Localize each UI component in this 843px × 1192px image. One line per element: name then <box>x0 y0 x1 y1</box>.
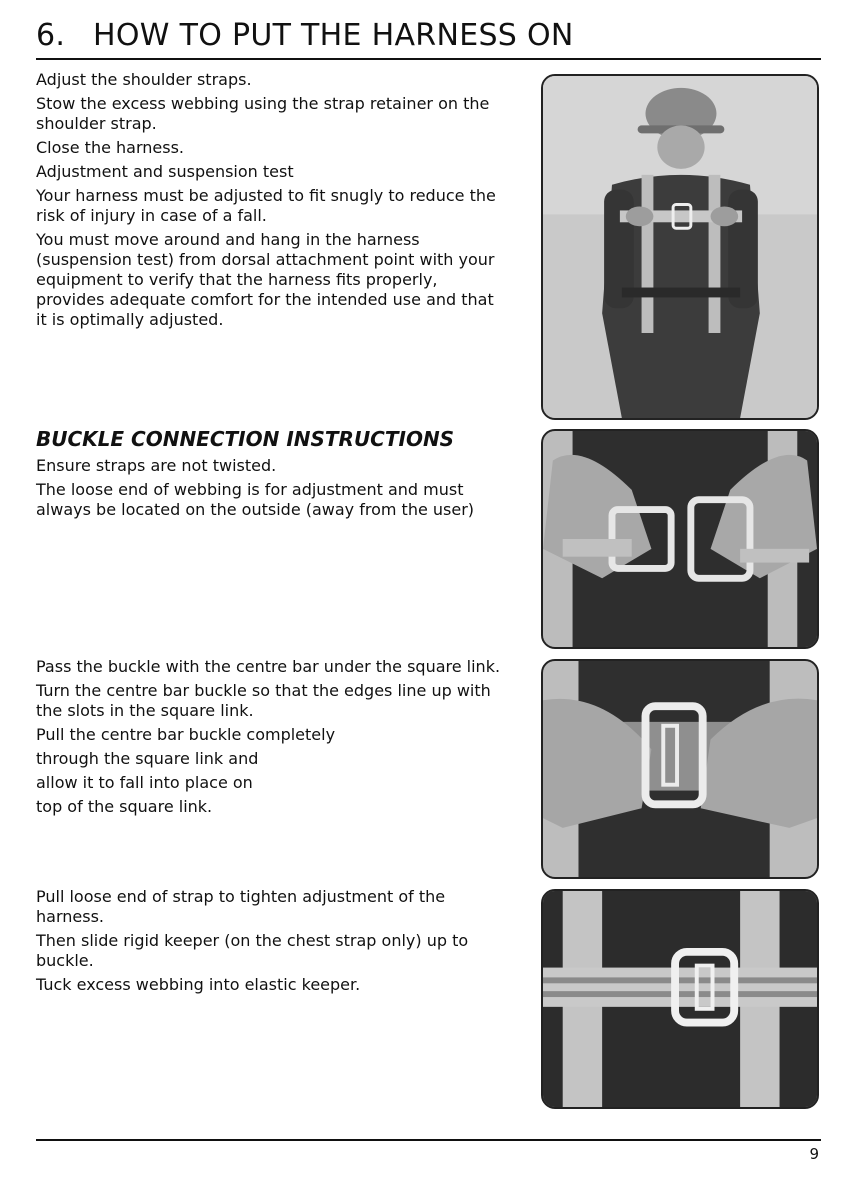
paragraph: Pass the buckle with the centre bar under the square link. <box>36 657 501 676</box>
buckle-threading-photo <box>541 659 819 879</box>
paragraph: Adjustment and suspension test <box>36 162 294 181</box>
buckle-threading-illustration <box>543 661 817 877</box>
paragraph: top of the square link. <box>36 797 213 816</box>
buckle-steps-text <box>36 657 506 821</box>
harness-fitting-text <box>36 70 506 334</box>
buckle-closed-illustration <box>543 891 817 1107</box>
tighten-steps-text <box>36 887 506 999</box>
harness-wearer-photo <box>541 74 819 420</box>
footer-rule <box>36 1139 821 1141</box>
paragraph: Adjust the shoulder straps. <box>36 70 252 89</box>
page-number: 9 <box>809 1145 819 1163</box>
paragraph: Turn the centre bar buckle so that the edges line up with the slots in the square link. <box>36 681 491 720</box>
paragraph: Ensure straps are not twisted. <box>36 456 277 475</box>
section-number: 6. <box>36 18 66 53</box>
harness-wearer-illustration <box>543 76 817 418</box>
page-heading <box>36 16 574 56</box>
paragraph: Tuck excess webbing into elastic keeper. <box>36 975 361 994</box>
paragraph: allow it to fall into place on <box>36 773 253 792</box>
paragraph: Pull the centre bar buckle completely <box>36 725 336 744</box>
paragraph: The loose end of webbing is for adjustment and must always be located on the outside (away from the user) <box>36 480 475 519</box>
paragraph: Pull loose end of strap to tighten adjustment of the harness. <box>36 887 446 926</box>
paragraph: Then slide rigid keeper (on the chest strap only) up to buckle. <box>36 931 469 970</box>
heading-rule <box>36 58 821 60</box>
buckle-alignment-photo <box>541 429 819 649</box>
buckle-closed-photo <box>541 889 819 1109</box>
paragraph: Close the harness. <box>36 138 184 157</box>
paragraph: Stow the excess webbing using the strap retainer on the shoulder strap. <box>36 94 490 133</box>
paragraph: through the square link and <box>36 749 259 768</box>
buckle-intro-text <box>36 456 506 524</box>
section-title: HOW TO PUT THE HARNESS ON <box>93 18 574 53</box>
paragraph: You must move around and hang in the harness (suspension test) from dorsal attachment point with your equipment to verify that the harness fits properly, provides adequate comfort for the intended use and that it is optimally adjusted. <box>36 230 495 329</box>
buckle-hands-illustration <box>543 431 817 647</box>
paragraph: Your harness must be adjusted to fit snugly to reduce the risk of injury in case of a fall. <box>36 186 496 225</box>
buckle-instructions-heading: BUCKLE CONNECTION INSTRUCTIONS <box>36 427 455 451</box>
